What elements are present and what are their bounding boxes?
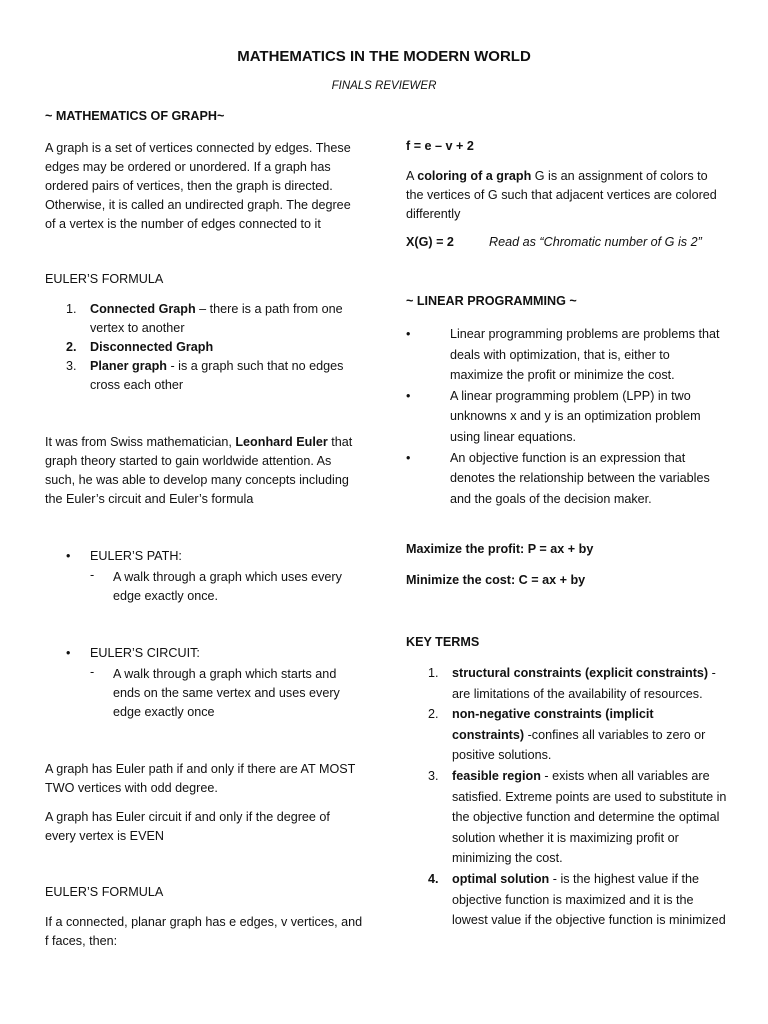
term-feasible-region: feasible region <box>452 768 541 783</box>
list-item: 1. Connected Graph – there is a path from one vertex to another <box>66 302 343 335</box>
maximize-profit-formula: Maximize the profit: P = ax + by <box>406 542 594 556</box>
term-disconnected-graph: Disconnected Graph <box>90 340 214 354</box>
key-terms-heading: KEY TERMS <box>406 635 480 649</box>
euler-circuit-rule: A graph has Euler circuit if and only if the degree of every vertex is EVEN <box>45 810 330 843</box>
list-item: 3. Planer graph - is a graph such that no edges cross each other <box>66 359 344 392</box>
eulers-path-label: EULER’S PATH: <box>90 549 182 563</box>
eulers-path-description: A walk through a graph which uses every edge exactly once. <box>113 570 342 603</box>
eulers-circuit-description: A walk through a graph which starts and ends on the same vertex and uses every edge exactly once <box>113 667 340 719</box>
list-item: 2. Disconnected Graph <box>66 338 366 357</box>
section-heading-graph: ~ MATHEMATICS OF GRAPH~ <box>45 109 225 123</box>
page-title: MATHEMATICS IN THE MODERN WORLD <box>237 48 531 65</box>
term-planer-graph: Planer graph <box>90 359 167 373</box>
list-item: • An objective function is an expression that denotes the relationship between the variables and the goals of the decision maker. <box>406 448 726 510</box>
term-structural-constraints: structural constraints (explicit constraints) <box>452 666 709 680</box>
list-item: • A linear programming problem (LPP) in two unknowns x and y is an optimization problem using linear equations. <box>406 386 726 448</box>
eulers-formula-heading-2: EULER’S FORMULA <box>45 885 164 899</box>
graph-intro-paragraph: A graph is a set of vertices connected by edges. These edges may be ordered or unordered. If a graph has ordered pairs of vertices, then the graph is directed. Otherwise, it is called an undirected graph. The degree of a vertex is the number of edges connected to it <box>45 141 351 231</box>
dash-icon: - <box>90 665 95 679</box>
list-item: • Linear programming problems are problems that deals with optimization, that is, either to maximize the profit or minimize the cost. <box>406 324 726 386</box>
euler-formula-equation: f = e – v + 2 <box>406 139 474 153</box>
term-coloring-of-a-graph: coloring of a graph <box>417 169 532 183</box>
euler-name: Leonhard Euler <box>235 435 328 449</box>
minimize-cost-formula: Minimize the cost: C = ax + by <box>406 573 586 587</box>
bullet-icon: • <box>66 646 71 660</box>
lp-bullet-list <box>406 324 726 509</box>
list-item: 3. feasible region - exists when all variables are satisfied. Extreme points are used to substitute in the objective function and determine the optimal solution whether it is maximizing profit or minimizing the cost. <box>428 768 727 866</box>
chromatic-note: Read as “Chromatic number of G is 2” <box>489 235 702 249</box>
bullet-icon: • <box>406 450 411 465</box>
bullet-icon: • <box>406 327 411 341</box>
bullet-icon: • <box>406 388 411 403</box>
graph-types-list <box>66 300 366 395</box>
section-heading-linear-programming: ~ LINEAR PROGRAMMING ~ <box>406 294 577 308</box>
bullet-icon: • <box>66 549 71 563</box>
term-non-negative-constraints: non-negative constraints (implicit constraints) <box>452 707 654 742</box>
list-item: 1. structural constraints (explicit constraints) - are limitations of the availability of resources. <box>428 666 716 701</box>
list-item: 2. non-negative constraints (implicit constraints) -confines all variables to zero or positive solutions. <box>428 707 706 763</box>
eulers-formula-heading: EULER’S FORMULA <box>45 272 164 286</box>
graph-coloring-definition: A coloring of a graph G is an assignment of colors to the vertices of G such that adjacent vertices are colored differently <box>406 169 717 221</box>
list-item: 4. optimal solution - is the highest value if the objective function is maximized and it is the lowest value if the objective function is minimized <box>428 871 726 928</box>
euler-path-rule: A graph has Euler path if and only if there are AT MOST TWO vertices with odd degree. <box>45 762 356 795</box>
key-terms-list <box>428 663 728 931</box>
term-connected-graph: Connected Graph <box>90 302 196 316</box>
page-subtitle: FINALS REVIEWER <box>331 80 437 92</box>
dash-icon: - <box>90 568 95 582</box>
formula-intro: If a connected, planar graph has e edges, v vertices, and f faces, then: <box>45 915 363 948</box>
euler-history-paragraph: It was from Swiss mathematician, Leonhard Euler that graph theory started to gain worldwide attention. As such, he was able to develop many concepts including the Euler’s circuit and Euler’s formula <box>45 435 353 506</box>
eulers-circuit-label: EULER’S CIRCUIT: <box>90 646 200 660</box>
term-optimal-solution: optimal solution <box>452 871 550 886</box>
chromatic-equation: X(G) = 2 <box>406 235 454 249</box>
